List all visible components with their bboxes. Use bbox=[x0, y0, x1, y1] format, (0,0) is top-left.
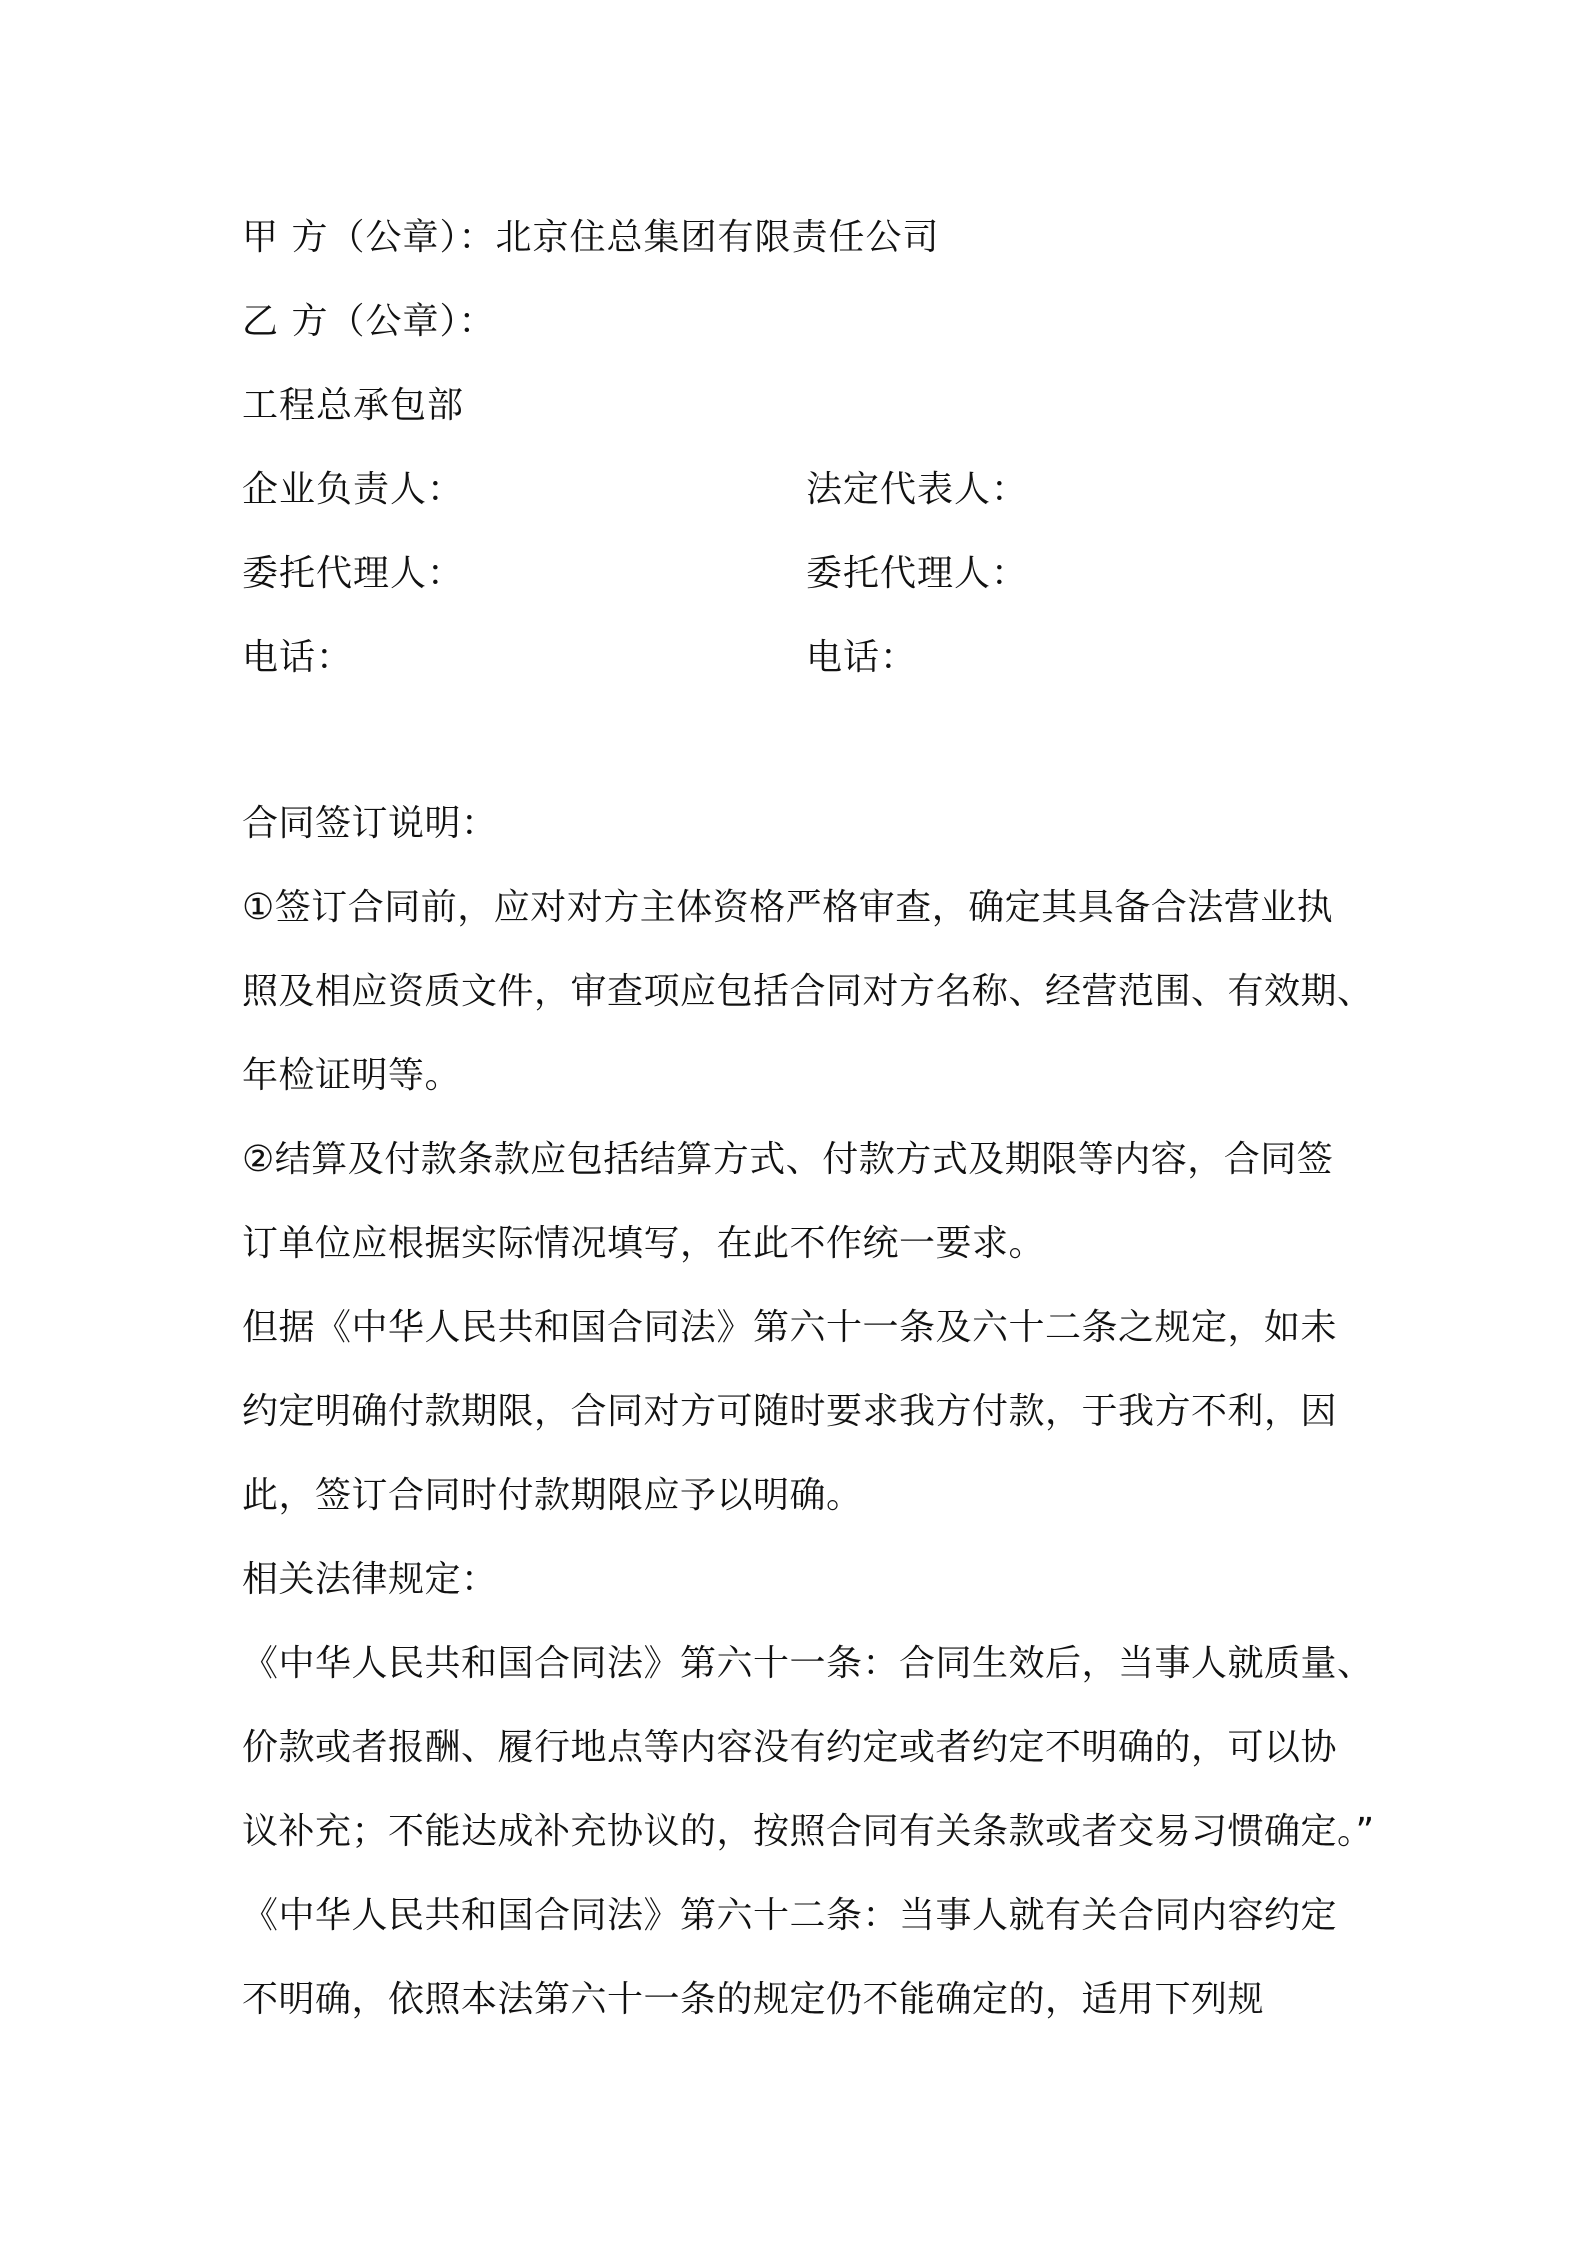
article-61-line: 价款或者报酬、履行地点等内容没有约定或者约定不明确的，可以协 bbox=[242, 1727, 1338, 1768]
signature-row bbox=[242, 448, 1362, 532]
note-3-line: 约定明确付款期限，合同对方可随时要求我方付款，于我方不利，因 bbox=[242, 1391, 1338, 1432]
note-2-line: ②结算及付款条款应包括结算方式、付款方式及期限等内容，合同签 bbox=[242, 1139, 1334, 1180]
signing-notes bbox=[242, 782, 1374, 1538]
law-heading: 相关法律规定： bbox=[242, 1559, 498, 1600]
phone-label-a: 电话： bbox=[242, 637, 354, 678]
spacer bbox=[242, 700, 1362, 782]
article-61-line: 议补充；不能达成补充协议的，按照合同有关条款或者交易习惯确定。” bbox=[242, 1811, 1375, 1852]
article-62-line: 《中华人民共和国合同法》第六十二条：当事人就有关合同内容约定 bbox=[242, 1895, 1338, 1936]
party-b-line: 乙 方（公章）： bbox=[242, 301, 496, 342]
note-1-line: 照及相应资质文件，审查项应包括合同对方名称、经营范围、有效期、 bbox=[242, 971, 1374, 1012]
signature-row bbox=[242, 532, 1362, 616]
legal-representative-label: 法定代表人： bbox=[806, 469, 1029, 510]
note-1-line: ①签订合同前，应对对方主体资格严格审查，确定其具备合法营业执 bbox=[242, 887, 1334, 928]
document-content bbox=[242, 196, 1375, 2042]
notes-heading: 合同签订说明： bbox=[242, 803, 498, 844]
signature-row bbox=[242, 616, 1362, 700]
article-62-line: 不明确，依照本法第六十一条的规定仍不能确定的，适用下列规 bbox=[242, 1979, 1265, 2020]
note-3-line: 此，签订合同时付款期限应予以明确。 bbox=[242, 1475, 863, 1516]
legal-provisions bbox=[242, 1538, 1375, 2042]
party-a-line: 甲 方（公章）：北京住总集团有限责任公司 bbox=[242, 217, 940, 258]
phone-label-b: 电话： bbox=[806, 637, 918, 678]
note-1-line: 年检证明等。 bbox=[242, 1055, 462, 1096]
department-line: 工程总承包部 bbox=[242, 385, 465, 426]
enterprise-head-label: 企业负责人： bbox=[242, 469, 465, 510]
agent-label-a: 委托代理人： bbox=[242, 553, 465, 594]
note-2-line: 订单位应根据实际情况填写，在此不作统一要求。 bbox=[242, 1223, 1046, 1264]
note-3-line: 但据《中华人民共和国合同法》第六十一条及六十二条之规定，如未 bbox=[242, 1307, 1338, 1348]
article-61-line: 《中华人民共和国合同法》第六十一条：合同生效后，当事人就质量、 bbox=[242, 1643, 1374, 1684]
agent-label-b: 委托代理人： bbox=[806, 553, 1029, 594]
